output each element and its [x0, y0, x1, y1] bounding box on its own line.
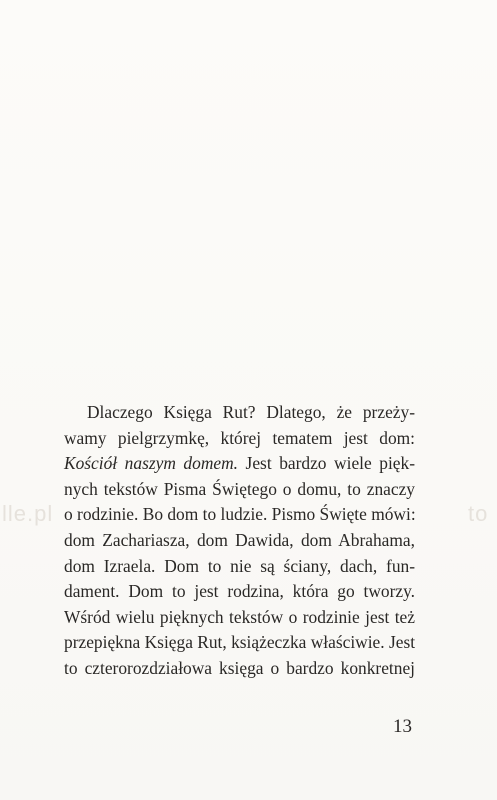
page-number: 13: [393, 716, 412, 737]
watermark-left: lle.pl: [2, 501, 54, 526]
text-line-10: przepiękna Księga Rut, książeczka właściwie. Jest: [64, 632, 416, 653]
text-line-9: Wśród wielu pięknych tekstów o rodzinie jest też: [64, 606, 415, 627]
text-line-2: wamy pielgrzymkę, której tematem jest dom:: [64, 427, 415, 448]
italic-title: Kościół naszym domem.: [64, 453, 239, 474]
text-line-4: nych tekstów Pisma Świętego o domu, to znaczy: [64, 478, 415, 499]
text-line-3: [64, 451, 415, 477]
text-line-1: Dlaczego Księga Rut? Dlatego, że przeży-: [87, 402, 415, 422]
text-line-7: dom Izraela. Dom to nie są ściany, dach, fun-: [64, 555, 415, 576]
body-text: [64, 400, 415, 682]
text-line-3-rest: Jest bardzo wiele pięk-: [238, 453, 415, 474]
watermark-right: to: [468, 501, 489, 526]
text-line-6: dom Zachariasza, dom Dawida, dom Abrahama,: [64, 529, 415, 550]
text-line-8: dament. Dom to jest rodzina, która go tworzy.: [64, 581, 415, 602]
text-line-11: to czterorozdziałowa księga o bardzo konkretnej: [64, 657, 415, 678]
text-line-5: o rodzinie. Bo dom to ludzie. Pismo Święte mówi:: [64, 504, 416, 525]
